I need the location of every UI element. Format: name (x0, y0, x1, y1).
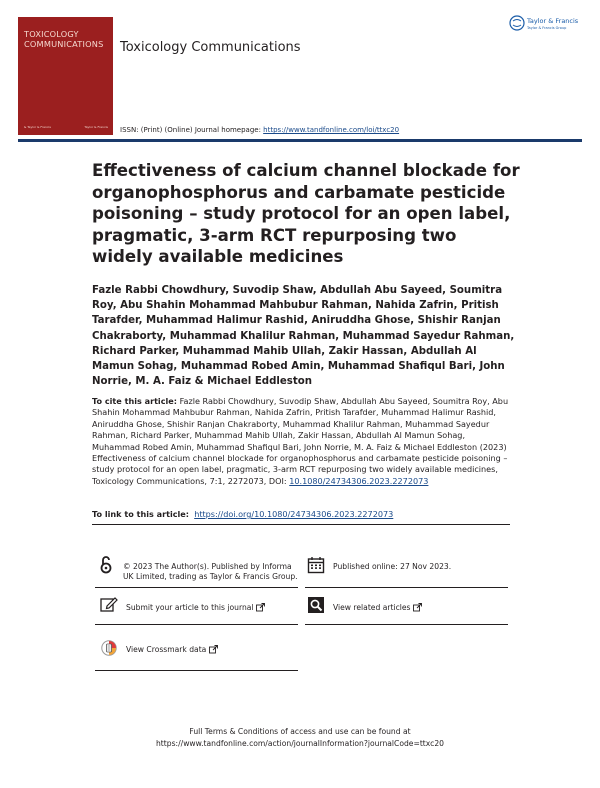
journal-homepage-link[interactable]: https://www.tandfonline.com/loi/ttxc20 (263, 126, 400, 134)
publisher-logo-text: Taylor & Francis (527, 17, 579, 25)
related-articles-link[interactable] (333, 603, 422, 613)
citation-label: To cite this article: (92, 396, 178, 406)
citation-block (92, 396, 512, 487)
divider (305, 587, 508, 588)
journal-cover (18, 17, 113, 135)
divider (92, 524, 510, 525)
doi-link[interactable]: 10.1080/24734306.2023.2272073 (289, 475, 429, 486)
article-doi-link[interactable]: https://doi.org/10.1080/24734306.2023.2272073 (194, 509, 394, 519)
header-rule (18, 139, 582, 142)
link-line (92, 509, 393, 519)
article-title: Effectiveness of calcium channel blockade for organophosphorus and carbamate pesticide poisoning – study protocol for an open label, pragmatic, 3-arm RCT repurposing two widely available medicines (92, 161, 520, 266)
calendar-icon (307, 556, 325, 574)
issn-line (120, 126, 399, 134)
divider (95, 624, 298, 625)
issn-text: ISSN: (Print) (Online) Journal homepage: (120, 126, 264, 134)
published-date: Published online: 27 Nov 2023. (333, 562, 452, 571)
related-articles-icon (307, 596, 325, 614)
open-access-icon (99, 555, 113, 575)
footer-terms-url[interactable]: https://www.tandfonline.com/action/journalInformation?journalCode=ttxc20 (155, 739, 444, 748)
cover-footer-left: & Taylor & Francis (24, 125, 51, 129)
external-link-icon (209, 645, 218, 654)
divider (305, 624, 508, 625)
divider (95, 587, 298, 588)
related-articles-label: View related articles (333, 603, 411, 612)
citation-text: Fazle Rabbi Chowdhury, Suvodip Shaw, Abdullah Abu Sayeed, Soumitra Roy, Abu Shahin Mohammad Mahbubur Rahman, Nahida Zafrin, Pritish Tarafder, Muhammad Halimur Rashid, Aniruddha Ghose, Shishir Ranjan Chakraborty, Muhammad Khalilur Rahman, Muhammad Sayedur Rahman, Richard Parker, Muhammad Mahib Ullah, Zakir Hassan, Abdullah Al Mamun Sohag, Muhammad Robed Amin, Muhammad Shafiqul Bari, John Norrie, M. A. Faiz & Michael Eddleston (2023) Effectiveness of calcium channel blockade for organophosphorus and carbamate pesticide poisoning – study protocol for an open label, pragmatic, 3-arm RCT repurposing two widely available medicines, Toxicology Communications, 7:1, 2272073, DOI: (92, 396, 509, 486)
edit-icon (100, 596, 118, 612)
cover-footer-right: Taylor & Francis (84, 125, 108, 129)
footer-terms-text: Full Terms & Conditions of access and use can be found at (189, 727, 411, 736)
submit-article-label: Submit your article to this journal (126, 603, 254, 612)
publisher-logo-subtext: Taylor & Francis Group (527, 26, 567, 30)
crossmark-label: View Crossmark data (126, 645, 207, 654)
cover-title: TOXICOLOGY COMMUNICATIONS (24, 29, 104, 49)
submit-article-link[interactable] (126, 603, 265, 613)
crossmark-link[interactable] (126, 645, 218, 655)
link-label: To link to this article: (92, 509, 190, 519)
journal-name: Toxicology Communications (120, 40, 301, 55)
crossmark-icon (101, 639, 117, 657)
publisher-logo (509, 15, 585, 41)
external-link-icon (413, 603, 422, 612)
divider (95, 670, 298, 671)
publisher-logo-icon (509, 15, 525, 31)
external-link-icon (256, 603, 265, 612)
article-authors: Fazle Rabbi Chowdhury, Suvodip Shaw, Abdullah Abu Sayeed, Soumitra Roy, Abu Shahin Mohammad Mahbubur Rahman, Nahida Zafrin, Pritish Tarafder, Muhammad Halimur Rashid, Aniruddha Ghose, Shishir Ranjan Chakraborty, Muhammad Khalilur Rahman, Muhammad Sayedur Rahman, Richard Parker, Muhammad Mahib Ullah, Zakir Hassan, Abdullah Al Mamun Sohag, Muhammad Robed Amin, Muhammad Shafiqul Bari, John Norrie, M. A. Faiz & Michael Eddleston (92, 285, 515, 388)
license-text: © 2023 The Author(s). Published by Informa UK Limited, trading as Taylor & Francis Group. (123, 562, 298, 581)
